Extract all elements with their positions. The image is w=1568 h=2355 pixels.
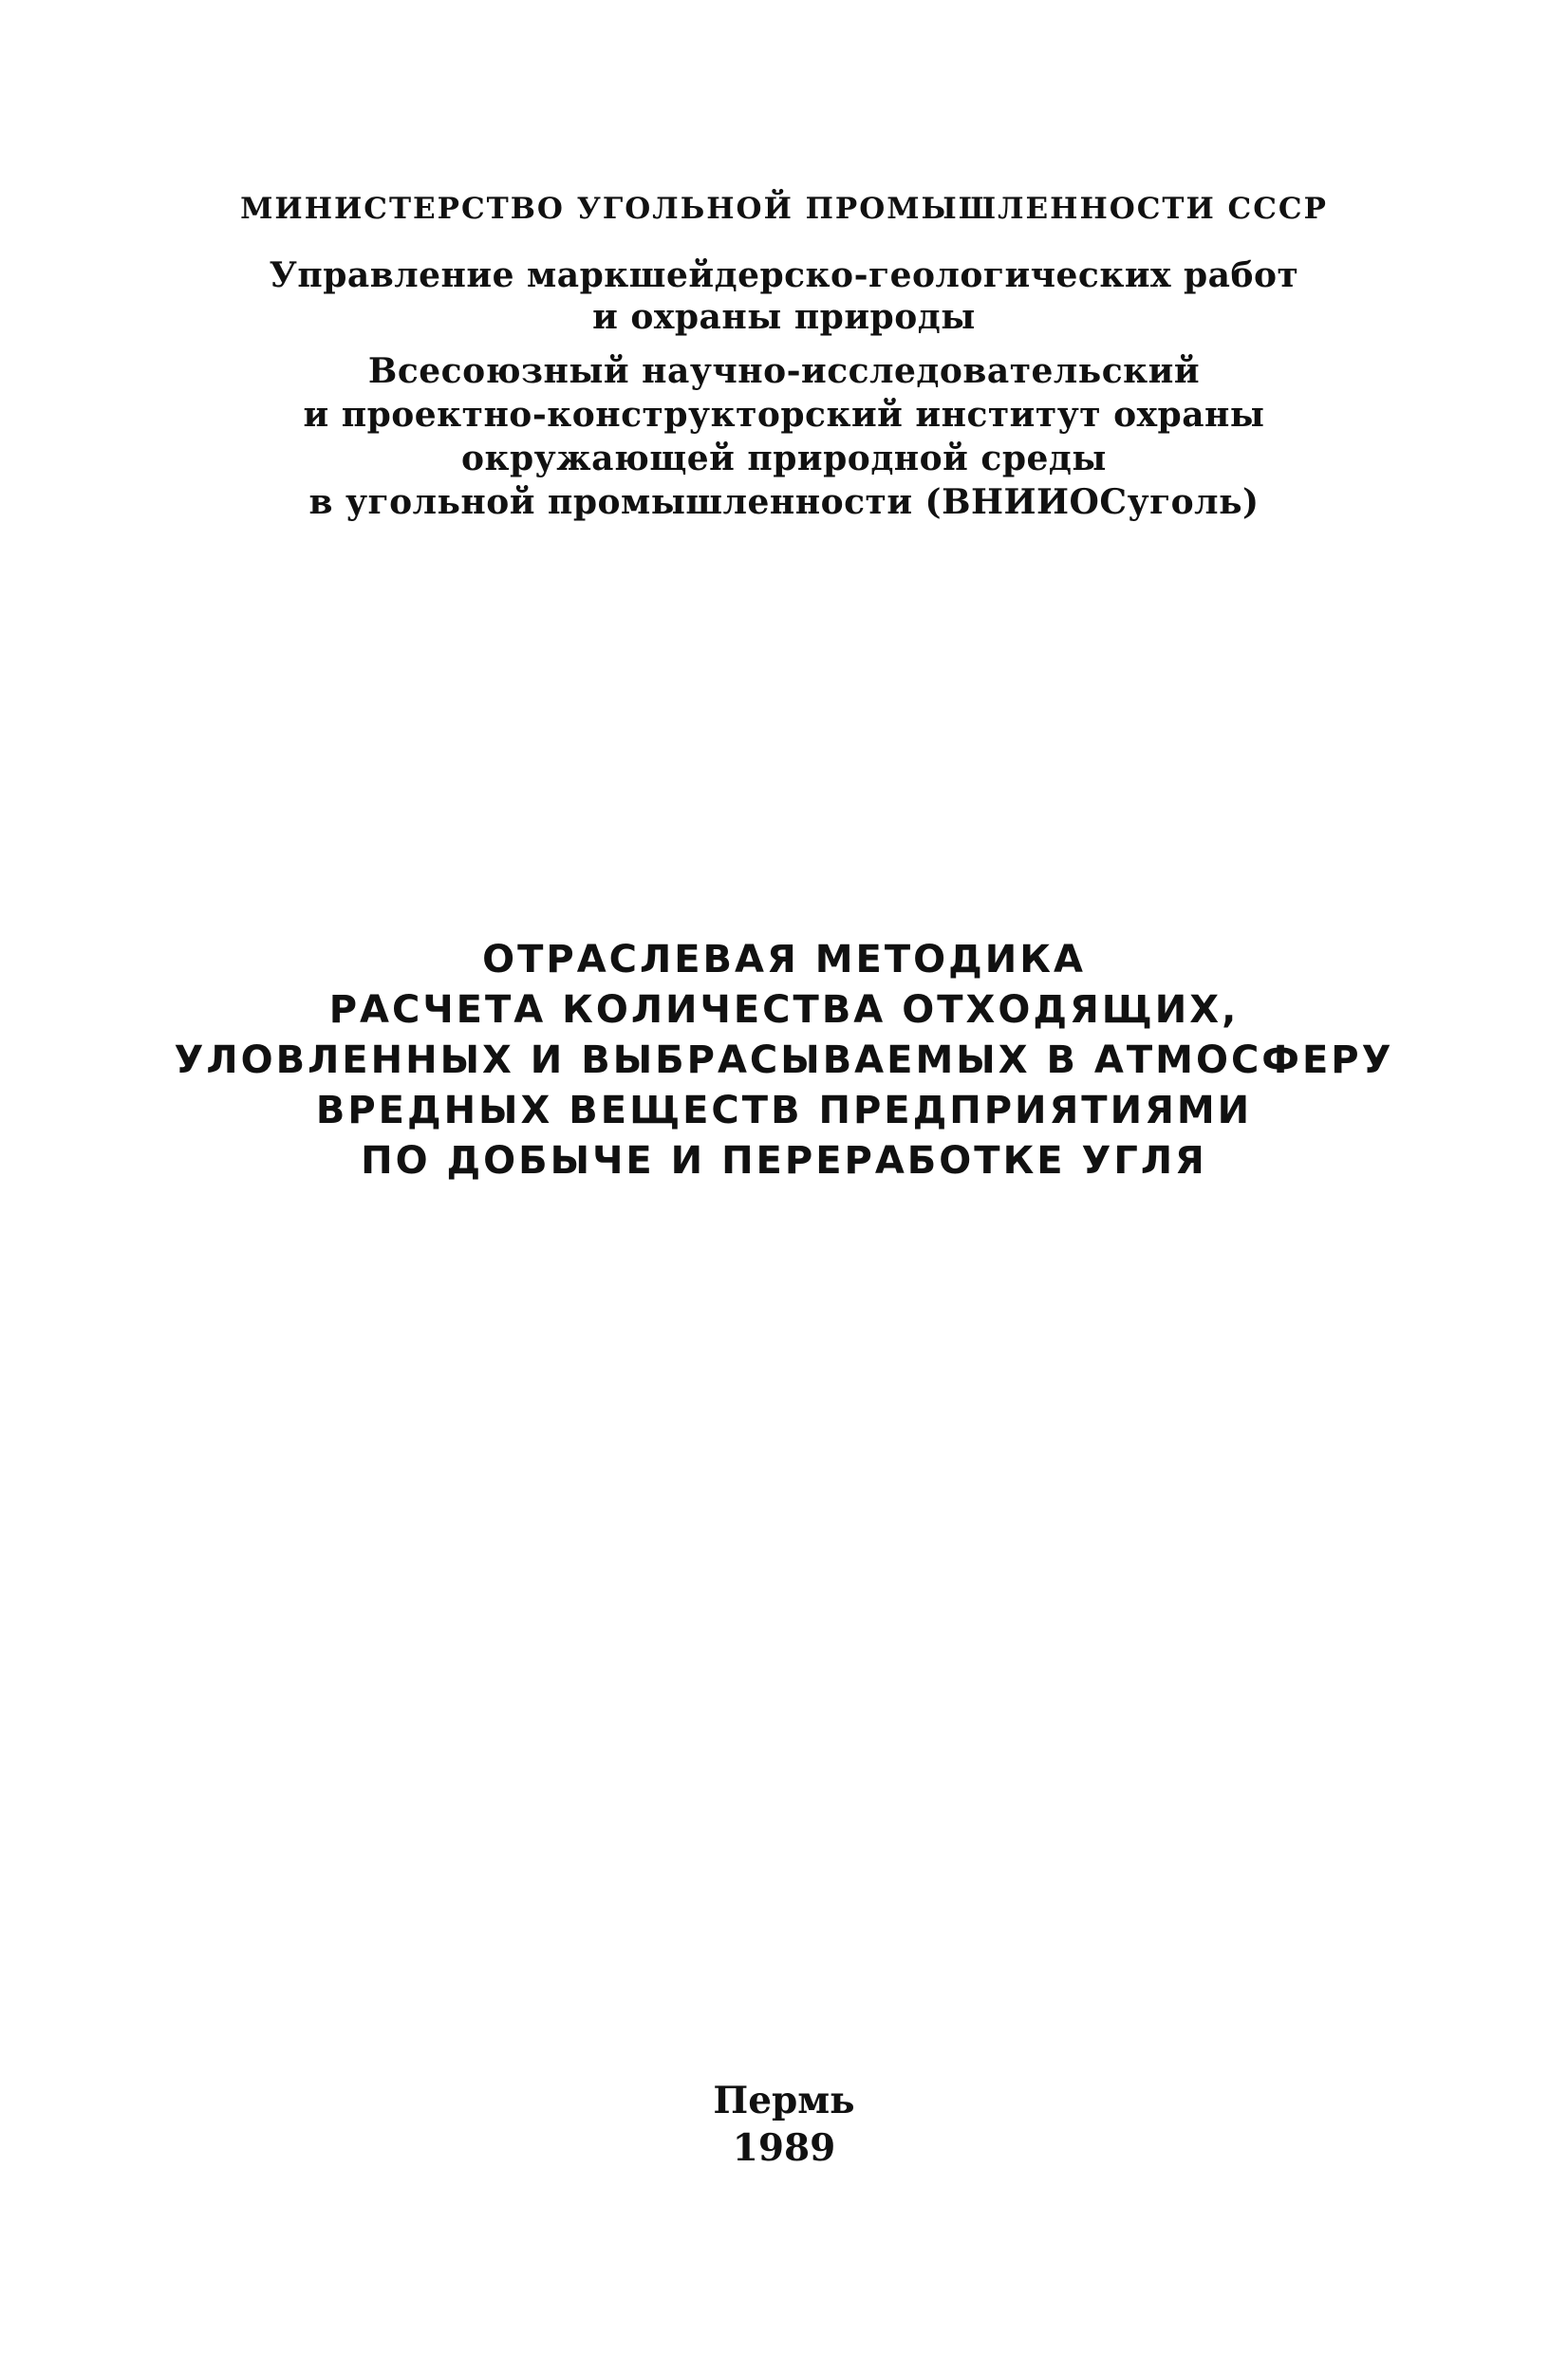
title-line: ВРЕДНЫХ ВЕЩЕСТВ ПРЕДПРИЯТИЯМИ (315, 1089, 1253, 1132)
institute-line: Всесоюзный научно-исследовательский (367, 351, 1201, 391)
institute-line: окружающей природной среды (461, 439, 1107, 478)
department-line: и охраны природы (592, 297, 976, 337)
document-title (0, 935, 1568, 1187)
institute-heading (0, 349, 1568, 524)
institute-line: в угольной промышленности (ВНИИОСуголь) (308, 482, 1260, 522)
title-line: ОТРАСЛЕВАЯ МЕТОДИКА (482, 938, 1086, 981)
imprint (0, 2077, 1568, 2172)
imprint-year: 1989 (732, 2126, 836, 2170)
institute-line: и проектно-конструкторский институт охраны (303, 395, 1265, 435)
title-line: УЛОВЛЕННЫХ И ВЫБРАСЫВАЕМЫХ В АТМОСФЕРУ (174, 1038, 1394, 1082)
imprint-city: Пермь (713, 2079, 855, 2122)
title-line: ПО ДОБЫЧЕ И ПЕРЕРАБОТКЕ УГЛЯ (361, 1139, 1207, 1183)
department-line: Управление маркшейдерско-геологических работ (269, 255, 1299, 295)
ministry-heading (0, 188, 1568, 230)
title-line: РАСЧЕТА КОЛИЧЕСТВА ОТХОДЯЩИХ, (328, 988, 1240, 1032)
ministry-name: МИНИСТЕРСТВО УГОЛЬНОЙ ПРОМЫШЛЕННОСТИ СССР (240, 192, 1328, 226)
department-heading (0, 254, 1568, 338)
